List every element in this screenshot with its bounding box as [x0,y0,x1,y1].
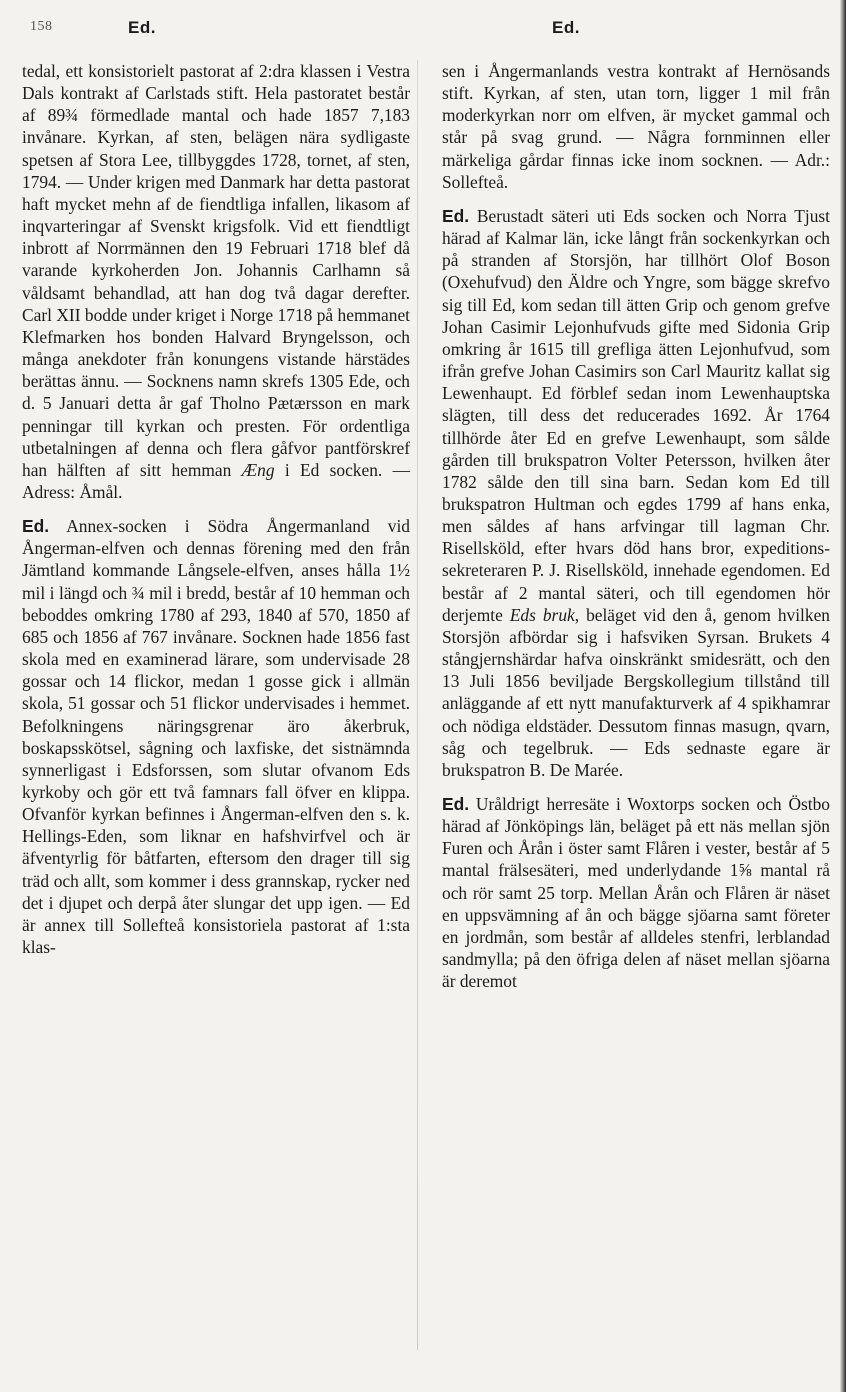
entry-ed-dal-continued [22,60,410,503]
entry-ed-angermanland-continued [442,60,830,193]
entry-text: Annex-socken i Södra Ångermanland vid Ångerman-elfven och dennas förening med den från Jämtland kommande Långsele-elfven, anses hålla 1½ mil i längd och ¾ mil i bredd, består af 10 hemman och beboddes omkring 1780 af 293, 1840 af 570, 1850 af 685 och 1856 af 767 invånare. Socknen hade 1856 fast skola med en examinerad lärare, som undervisade 28 gossar och 14 flickor, medan 1 gosse gick i allmän skola, 51 gossar och 51 flickor undervisades i hemmet. Befolkningens näringsgrenar äro åkerbruk, boskapsskötsel, sågning och laxfiske, det sistnämnda synnerligast i Edsforssen, som slutar ofvanom Eds kyrkoby och gör ett två famnars fall öfver en klippa. Ofvanför kyrkan befinnes i Ångerman-elfven den s. k. Hellings-Eden, som liknar en hafshvirfvel och är äfventyrlig för båtfarten, eftersom den drager till sig träd och allt, som kommer i dess grannskap, rycker ned det i djupet och derpå åter slungar det upp igen. — Ed är annex till Sollefteå konsistoriela pastorat af 1:sta klas- [22,516,410,958]
entry-headword: Ed. [22,516,50,537]
column-divider [417,60,418,1350]
entry-text-tail: i Ed socken. — Adress: Åmål. [22,459,410,502]
italic-place-name: Æng [241,459,275,480]
left-column [22,60,410,968]
running-head-left: Ed. [128,18,156,37]
entry-ed-woxtorp [442,793,830,992]
entry-text: tedal, ett konsistorielt pastorat af 2:dra klassen i Vestra Dals kontrakt af Carlstads stift. Hela pastoratet består af 89¾ förmedlade mantal och hade 1857 7,183 invånare. Kyrkan, af sten, belägen nära sydligaste spetsen af Stora Lee, tillbyggdes 1728, tornet, af sten, 1794. — Under krigen med Danmark har detta pastorat haft mycket mehn af de fiendtliga infallen, likasom af inqvarteringar af Svenskt krigsfolk. Vid ett fiendtligt inbrott af Norrmännen den 19 Februari 1718 blef då varande kyrkoherden Jon. Johannis Carlhamn så våldsamt behandlad, att han dog två dagar derefter. Carl XII bodde under kriget i Norge 1718 på hemmanet Klefmarken hos bonden Halvard Bryngelsson, och många anekdoter från konungens vistande härstädes berättas ännu. — Socknens namn skrefs 1305 Ede, och d. 5 Januari detta år gaf Tholno Pætærsson en mark penningar till kyrkan och presten. För ordentliga utbetalningen af denna och flera gåfvor pantförskref han hälften af sitt hemman [22,61,410,480]
italic-place-name: Eds bruk [509,604,575,625]
scan-edge-shadow [840,0,846,1392]
running-head-right: Ed. [552,18,580,37]
entry-headword: Ed. [442,205,470,226]
entry-ed-saterj-kalmar [442,205,830,781]
page-number: 158 [30,19,53,34]
right-column [442,60,830,1002]
entry-text-tail: , beläget vid den å, genom hvilken Storsjön afbördar sig i hafsviken Syrsan. Brukets 4 stångjernshärdar hafva oinskränkt smidesrätt, och den 13 Juli 1856 beviljade Bergskollegium tillstånd till anläggande af ett nytt manufakturverk af 4 spikhamrar och nödiga eldstäder. Dessutom finnas masugn, qvarn, såg och tegelbruk. — Eds sednaste egare är brukspatron B. De Marée. [442,604,831,780]
entry-text: sen i Ångermanlands vestra kontrakt af Hernösands stift. Kyrkan, af sten, utan torn, ligger 1 mil från moderkyrkan norr om elfven, är mycket gammal och står på svag grund. — Några fornminnen eller märkeliga gårdar finnas icke inom socknen. — Adr.: Sollefteå. [442,61,830,192]
entry-headword: Ed. [442,794,470,814]
entry-ed-angermanland [22,515,410,958]
entry-text: Berustadt säteri uti Eds socken och Norra Tjust härad af Kalmar län, icke långt från sockenkyrkan och på stranden af Storsjön, har tillhört Olof Boson (Oxehufvud) den Äldre och Yngre, som bägge skrefvo sig till Ed, kom sedan till ätten Grip och genom grefve Johan Casimir Lejonhufvuds gifte med Sidonia Grip omkring år 1615 till grefliga ätten Lejonhufvud, som ifrån grefve Johan Casimirs son Carl Mauritz kallat sig Lewenhaupt. Ed förblef sedan inom Lewenhauptska slägten, till dess det reducerades 1692. År 1764 tillhörde åter Ed en grefve Lewenhaupt, som sålde gården till brukspatron Volter Petersson, hvilken åter 1782 sålde den till sina barn. Sedan kom Ed till brukspatron Hultman och egdes 1799 af hans enka, men såldes af hans arfvingar till lagman Chr. Risellsköld, efter hvars död hans bror, expeditions-sekreteraren P. J. Risellsköld, innehade egendomen. Ed består af 2 mantal säteri, och till egendomen hör derjemte [442,205,830,625]
entry-text: Uråldrigt herresäte i Woxtorps socken och Östbo härad af Jönköpings län, beläget på ett näs mellan sjön Furen och Årån i öster samt Flåren i vester, består af 5 mantal frälsesäteri, med underlydande 1⅝ mantal rå och rör samt 25 torp. Mellan Årån och Flåren är näset en uppsvämning af ån och bägge sjöarna samt företer en jordmån, som består af alldeles stenfri, lerblandad sandmylla; på den öfriga delen af näset mellan sjöarna är deremot [442,794,830,992]
